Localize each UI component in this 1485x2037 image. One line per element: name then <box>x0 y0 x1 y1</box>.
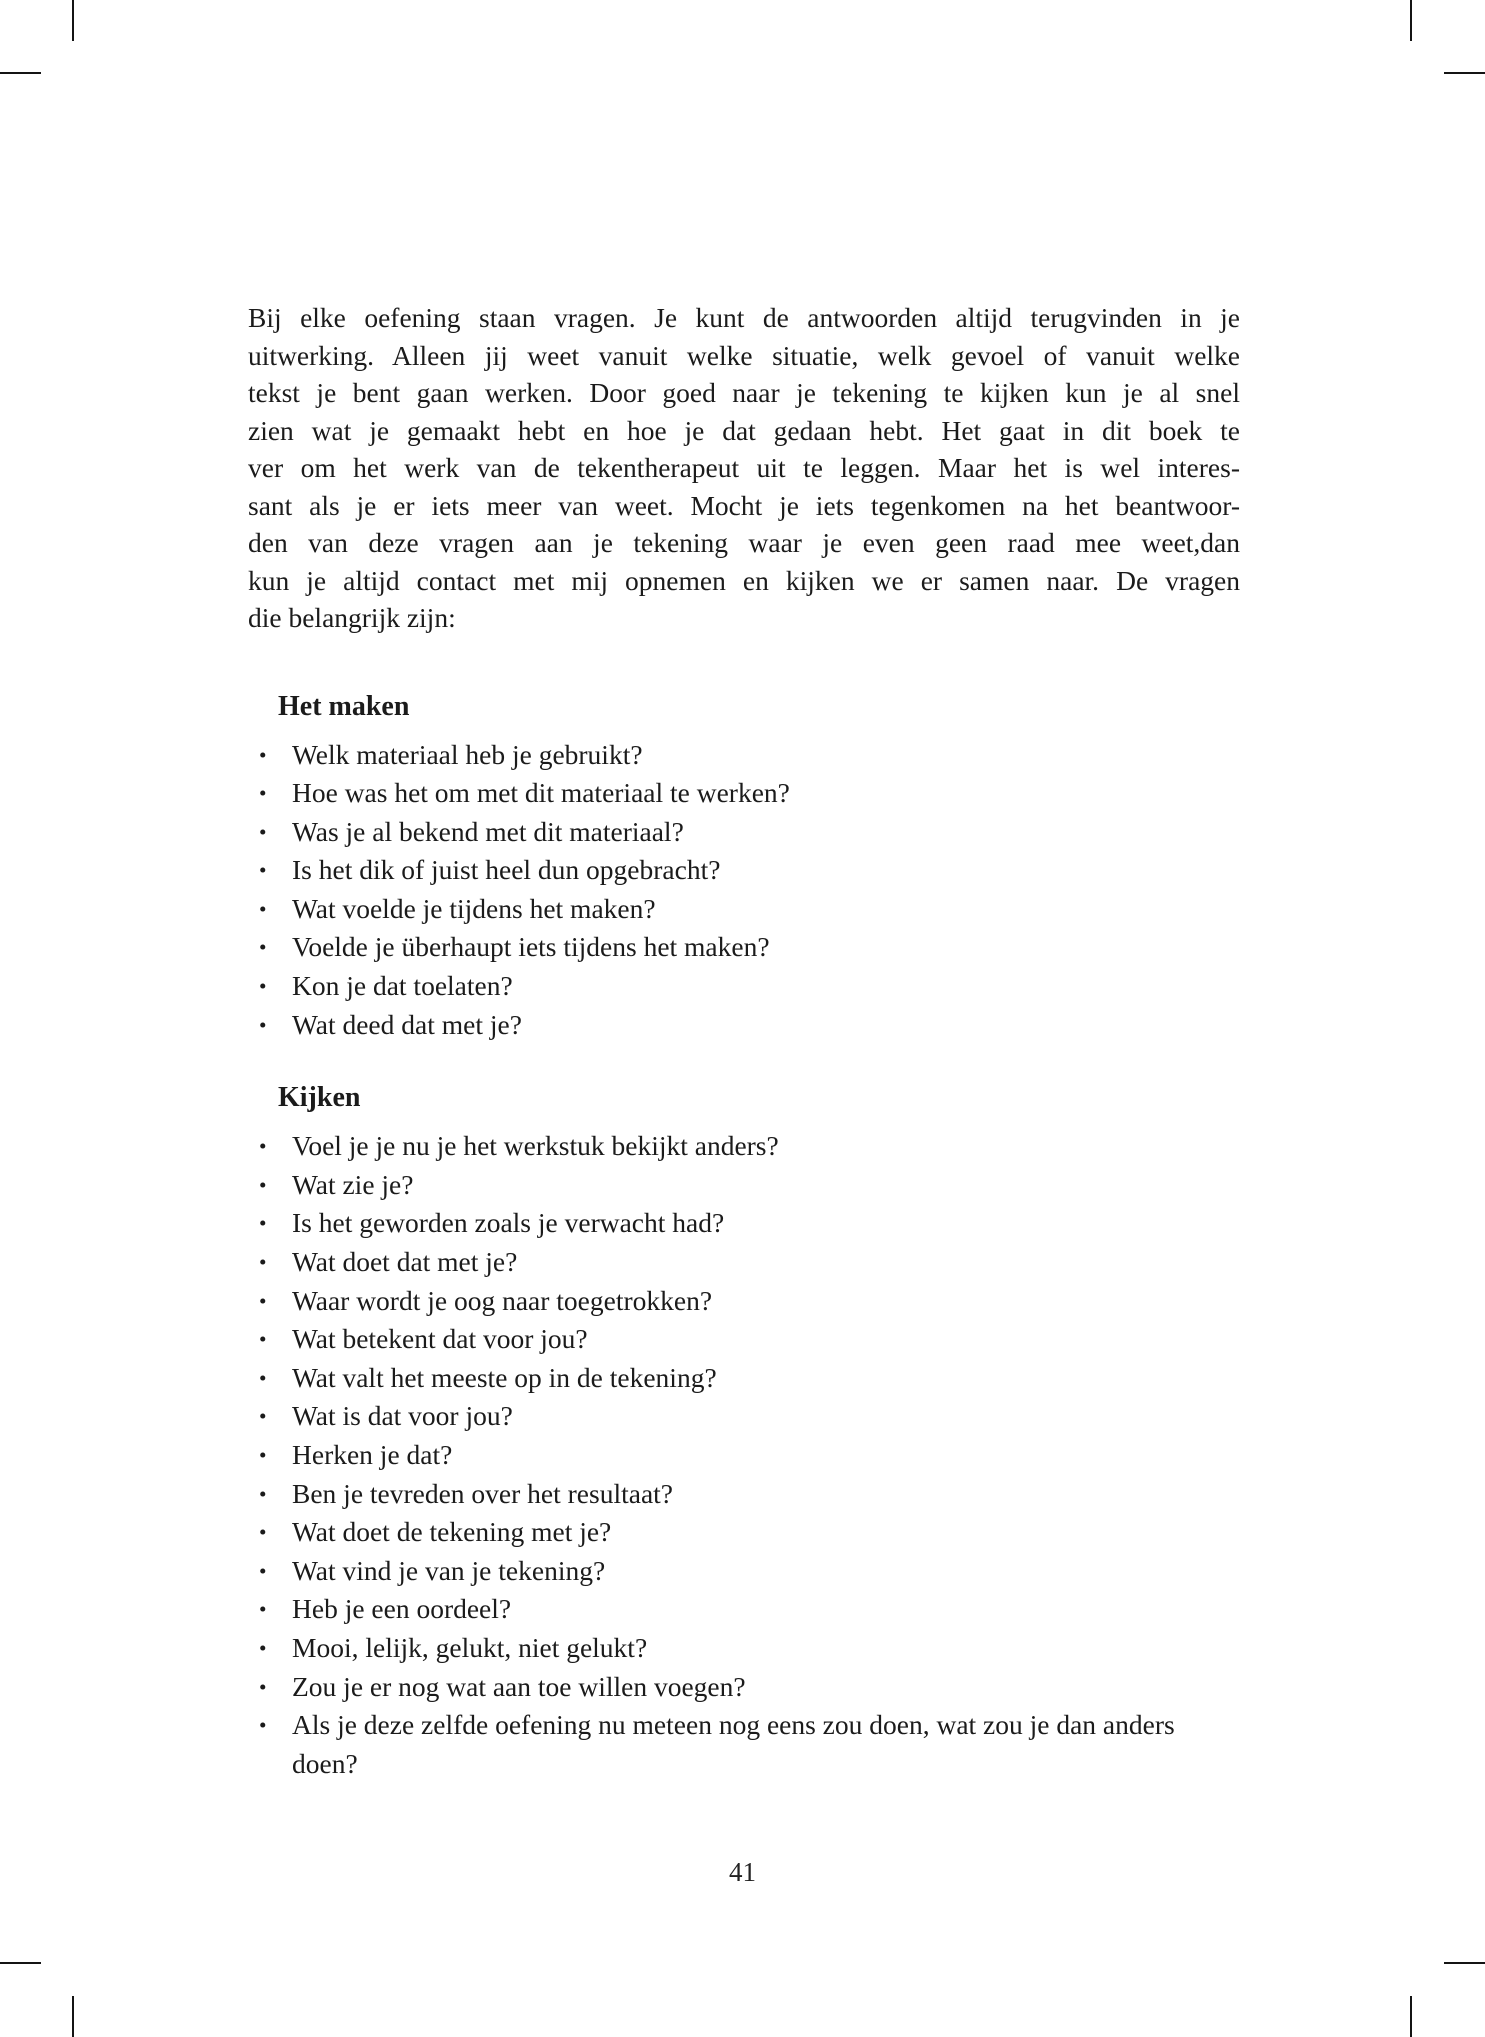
paragraph-line: kun je altijd contact met mij opnemen en kijken we er samen naar. De vragen <box>248 564 1240 596</box>
list-item <box>248 1359 1240 1398</box>
list-item <box>248 1127 1240 1166</box>
question-text: Wat betekent dat voor jou? <box>292 1323 588 1355</box>
list-item <box>248 1513 1240 1552</box>
paragraph-line: die belangrijk zijn: <box>248 602 456 633</box>
list-item <box>248 1282 1240 1321</box>
list-item <box>248 1552 1240 1591</box>
list-item <box>248 1397 1240 1436</box>
question-text: Welk materiaal heb je gebruikt? <box>292 738 643 770</box>
crop-mark-top-left-horizontal <box>0 72 41 74</box>
list-item <box>248 1320 1240 1359</box>
bullet-icon: • <box>259 819 267 844</box>
paragraph-line: uitwerking. Alleen jij weet vanuit welke situatie, welk gevoel of vanuit welke <box>248 339 1240 371</box>
section-heading-het-maken: Het maken <box>278 690 410 722</box>
bullet-icon: • <box>259 1520 267 1545</box>
bullet-icon: • <box>259 935 267 960</box>
question-text: Wat is dat voor jou? <box>292 1400 513 1432</box>
question-text: Zou je er nog wat aan toe willen voegen? <box>292 1670 746 1702</box>
bullet-icon: • <box>259 1250 267 1275</box>
bullet-icon: • <box>259 1481 267 1506</box>
list-item <box>248 967 1240 1006</box>
list-item <box>248 890 1240 929</box>
question-text: Ben je tevreden over het resultaat? <box>292 1477 673 1509</box>
list-item <box>248 774 1240 813</box>
kijken-question-list <box>248 1127 1240 1783</box>
bullet-icon: • <box>259 1635 267 1660</box>
crop-mark-bottom-right-vertical <box>1410 1996 1412 2037</box>
question-text: Wat deed dat met je? <box>292 1008 522 1040</box>
question-text: Was je al bekend met dit materiaal? <box>292 815 684 847</box>
paragraph-line: Bij elke oefening staan vragen. Je kunt de antwoorden altijd terugvinden in je <box>248 302 1240 333</box>
question-text: Herken je dat? <box>292 1439 453 1470</box>
bullet-icon: • <box>259 1674 267 1699</box>
question-text: Heb je een oordeel? <box>292 1593 512 1625</box>
question-text: Voelde je überhaupt iets tijdens het maken? <box>292 931 770 963</box>
bullet-icon: • <box>259 1558 267 1583</box>
bullet-icon: • <box>259 858 267 883</box>
list-item <box>248 1243 1240 1282</box>
question-text: Wat valt het meeste op in de tekening? <box>292 1361 717 1393</box>
bullet-icon: • <box>259 1443 267 1467</box>
section-heading-kijken: Kijken <box>278 1082 361 1114</box>
question-text: Wat vind je van je tekening? <box>292 1554 606 1586</box>
bullet-icon: • <box>259 1365 267 1390</box>
intro-paragraph <box>248 299 1240 637</box>
bullet-icon: • <box>259 742 267 767</box>
text-block <box>248 299 1240 1783</box>
bullet-icon: • <box>259 1211 267 1236</box>
question-text: Mooi, lelijk, gelukt, niet gelukt? <box>292 1631 648 1663</box>
question-text: Wat doet de tekening met je? <box>292 1516 612 1548</box>
het-maken-question-list <box>248 736 1240 1045</box>
paragraph-line: zien wat je gemaakt hebt en hoe je dat gedaan hebt. Het gaat in dit boek te <box>248 414 1240 446</box>
crop-mark-bottom-left-horizontal <box>0 1962 41 1964</box>
paragraph-line: sant als je er iets meer van weet. Mocht je iets tegenkomen na het beantwoor- <box>248 489 1240 521</box>
bullet-icon: • <box>259 896 267 921</box>
list-item <box>248 1590 1240 1629</box>
bullet-icon: • <box>259 1288 267 1313</box>
question-text: Kon je dat toelaten? <box>292 970 513 1002</box>
bullet-icon: • <box>259 1172 267 1197</box>
crop-mark-top-left-vertical <box>72 0 74 41</box>
crop-mark-bottom-right-horizontal <box>1444 1962 1485 1964</box>
list-item <box>248 1629 1240 1668</box>
list-item <box>248 1475 1240 1514</box>
question-text: Is het dik of juist heel dun opgebracht? <box>292 854 721 886</box>
list-item <box>248 1204 1240 1243</box>
bullet-icon: • <box>259 1012 267 1037</box>
list-item <box>248 1166 1240 1205</box>
crop-mark-top-right-vertical <box>1410 0 1412 41</box>
bullet-icon: • <box>259 1597 267 1622</box>
question-text: Als je deze zelfde oefening nu meteen nog eens zou doen, wat zou je dan anders doen? <box>292 1709 1175 1779</box>
page-number: 41 <box>729 1857 756 1887</box>
bullet-icon: • <box>259 974 267 999</box>
question-text: Wat voelde je tijdens het maken? <box>292 892 656 924</box>
list-item <box>248 736 1240 775</box>
question-text: Waar wordt je oog naar toegetrokken? <box>292 1284 713 1316</box>
paragraph-line: den van deze vragen aan je tekening waar je even geen raad mee weet,dan <box>248 527 1240 558</box>
bullet-icon: • <box>259 1327 267 1352</box>
bullet-icon: • <box>259 781 267 806</box>
list-item <box>248 1706 1240 1783</box>
question-text: Wat doet dat met je? <box>292 1246 518 1278</box>
paragraph-line: tekst je bent gaan werken. Door goed naar je tekening te kijken kun je al snel <box>248 377 1240 408</box>
list-item <box>248 813 1240 852</box>
bullet-icon: • <box>259 1404 267 1429</box>
paragraph-line: ver om het werk van de tekentherapeut uit te leggen. Maar het is wel interes- <box>248 452 1240 483</box>
list-item <box>248 851 1240 890</box>
question-text: Is het geworden zoals je verwacht had? <box>292 1207 725 1239</box>
list-item <box>248 1006 1240 1045</box>
crop-mark-bottom-left-vertical <box>72 1996 74 2037</box>
crop-mark-top-right-horizontal <box>1444 72 1485 74</box>
list-item <box>248 1436 1240 1475</box>
question-text: Wat zie je? <box>292 1168 414 1200</box>
question-text: Hoe was het om met dit materiaal te werken? <box>292 777 790 809</box>
bullet-icon: • <box>259 1713 267 1738</box>
list-item <box>248 1668 1240 1707</box>
list-item <box>248 928 1240 967</box>
bullet-icon: • <box>259 1134 267 1159</box>
question-text: Voel je je nu je het werkstuk bekijkt anders? <box>292 1130 779 1162</box>
